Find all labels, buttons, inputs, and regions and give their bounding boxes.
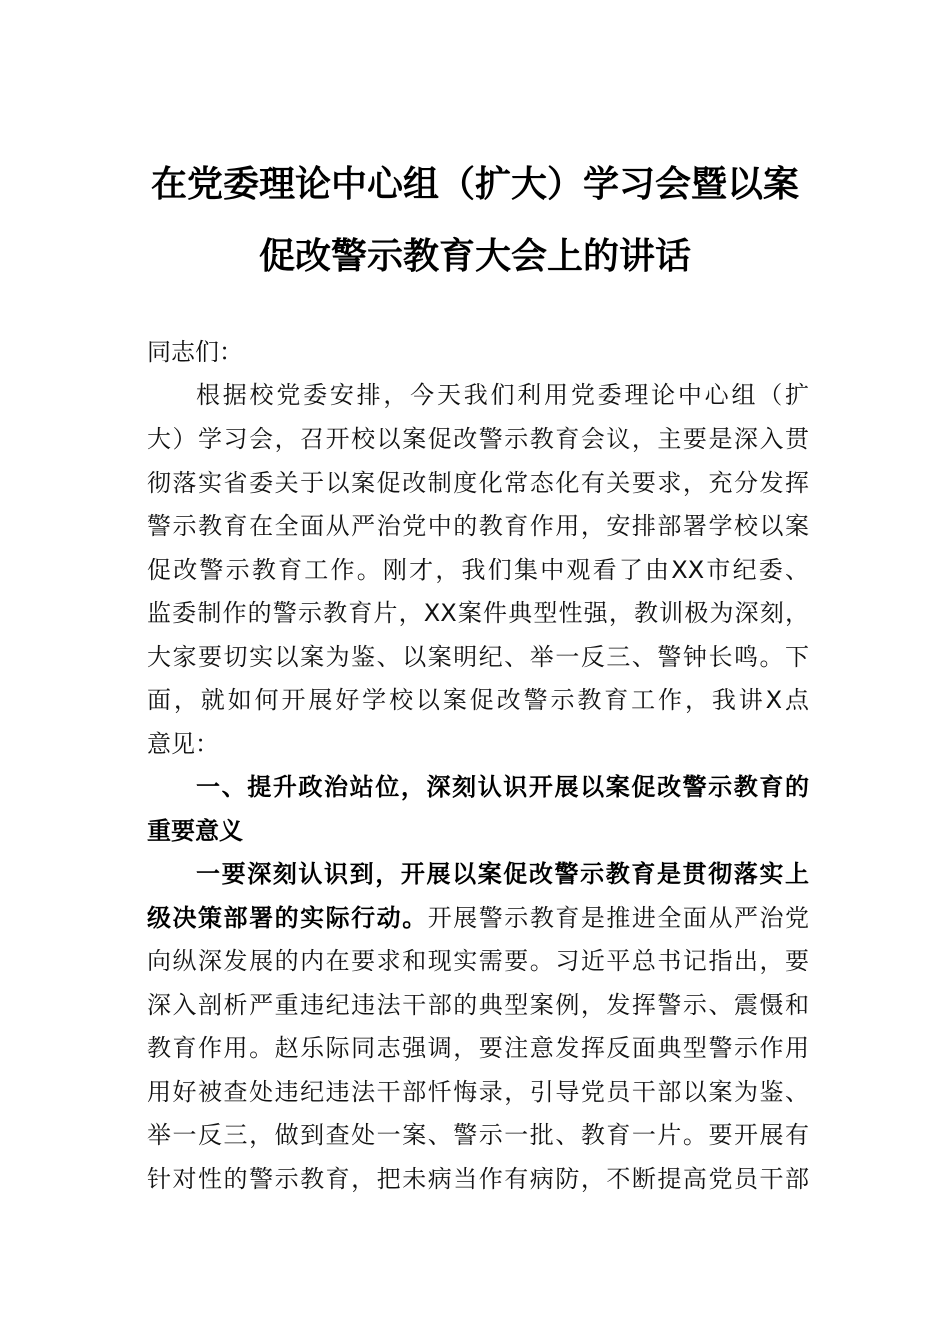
document-title-line-2: 促改警示教育大会上的讲话 <box>258 235 691 277</box>
intro-line: 意见： <box>147 730 219 758</box>
intro-line: 监委制作的警示教育片，XX案件典型性强，教训极为深刻， <box>147 599 809 627</box>
section-heading-line-2: 重要意义 <box>147 817 243 845</box>
point-1-bold-tail: 级决策部署的实际行动。 <box>147 904 428 932</box>
point-1-bold-lead: 一要深刻认识到，开展以案促改警示教育是贯彻落实上 <box>196 860 809 888</box>
point-1-line: 用好被查处违纪违法干部忏悔录，引导党员干部以案为鉴、 <box>147 1078 809 1106</box>
section-heading-line-1: 一、提升政治站位，深刻认识开展以案促改警示教育的 <box>196 773 809 801</box>
point-1-text: 开展警示教育是推进全面从严治党 <box>427 904 810 932</box>
point-1-line: 向纵深发展的内在要求和现实需要。习近平总书记指出，要 <box>147 947 809 975</box>
intro-line: 促改警示教育工作。刚才，我们集中观看了由XX市纪委、 <box>147 556 809 584</box>
intro-line: 大家要切实以案为鉴、以案明纪、举一反三、警钟长鸣。下 <box>147 643 809 671</box>
document-title-line-1: 在党委理论中心组（扩大）学习会暨以案 <box>150 163 799 205</box>
intro-line: 面，就如何开展好学校以案促改警示教育工作，我讲X点 <box>147 686 809 714</box>
salutation: 同志们： <box>147 338 243 366</box>
intro-line: 彻落实省委关于以案促改制度化常态化有关要求，充分发挥 <box>147 469 809 497</box>
point-1-line: 深入剖析严重违纪违法干部的典型案例，发挥警示、震慑和 <box>147 991 809 1019</box>
point-1-line: 教育作用。赵乐际同志强调，要注意发挥反面典型警示作用 <box>147 1034 809 1062</box>
point-1-line: 针对性的警示教育，把未病当作有病防，不断提高党员干部 <box>147 1165 809 1193</box>
intro-line: 大）学习会，召开校以案促改警示教育会议，主要是深入贯 <box>147 425 809 453</box>
intro-line: 根据校党委安排，今天我们利用党委理论中心组（扩 <box>196 381 809 409</box>
intro-line: 警示教育在全面从严治党中的教育作用，安排部署学校以案 <box>147 512 809 540</box>
point-1-line: 举一反三，做到查处一案、警示一批、教育一片。要开展有 <box>147 1121 809 1149</box>
point-1-line <box>147 896 809 940</box>
